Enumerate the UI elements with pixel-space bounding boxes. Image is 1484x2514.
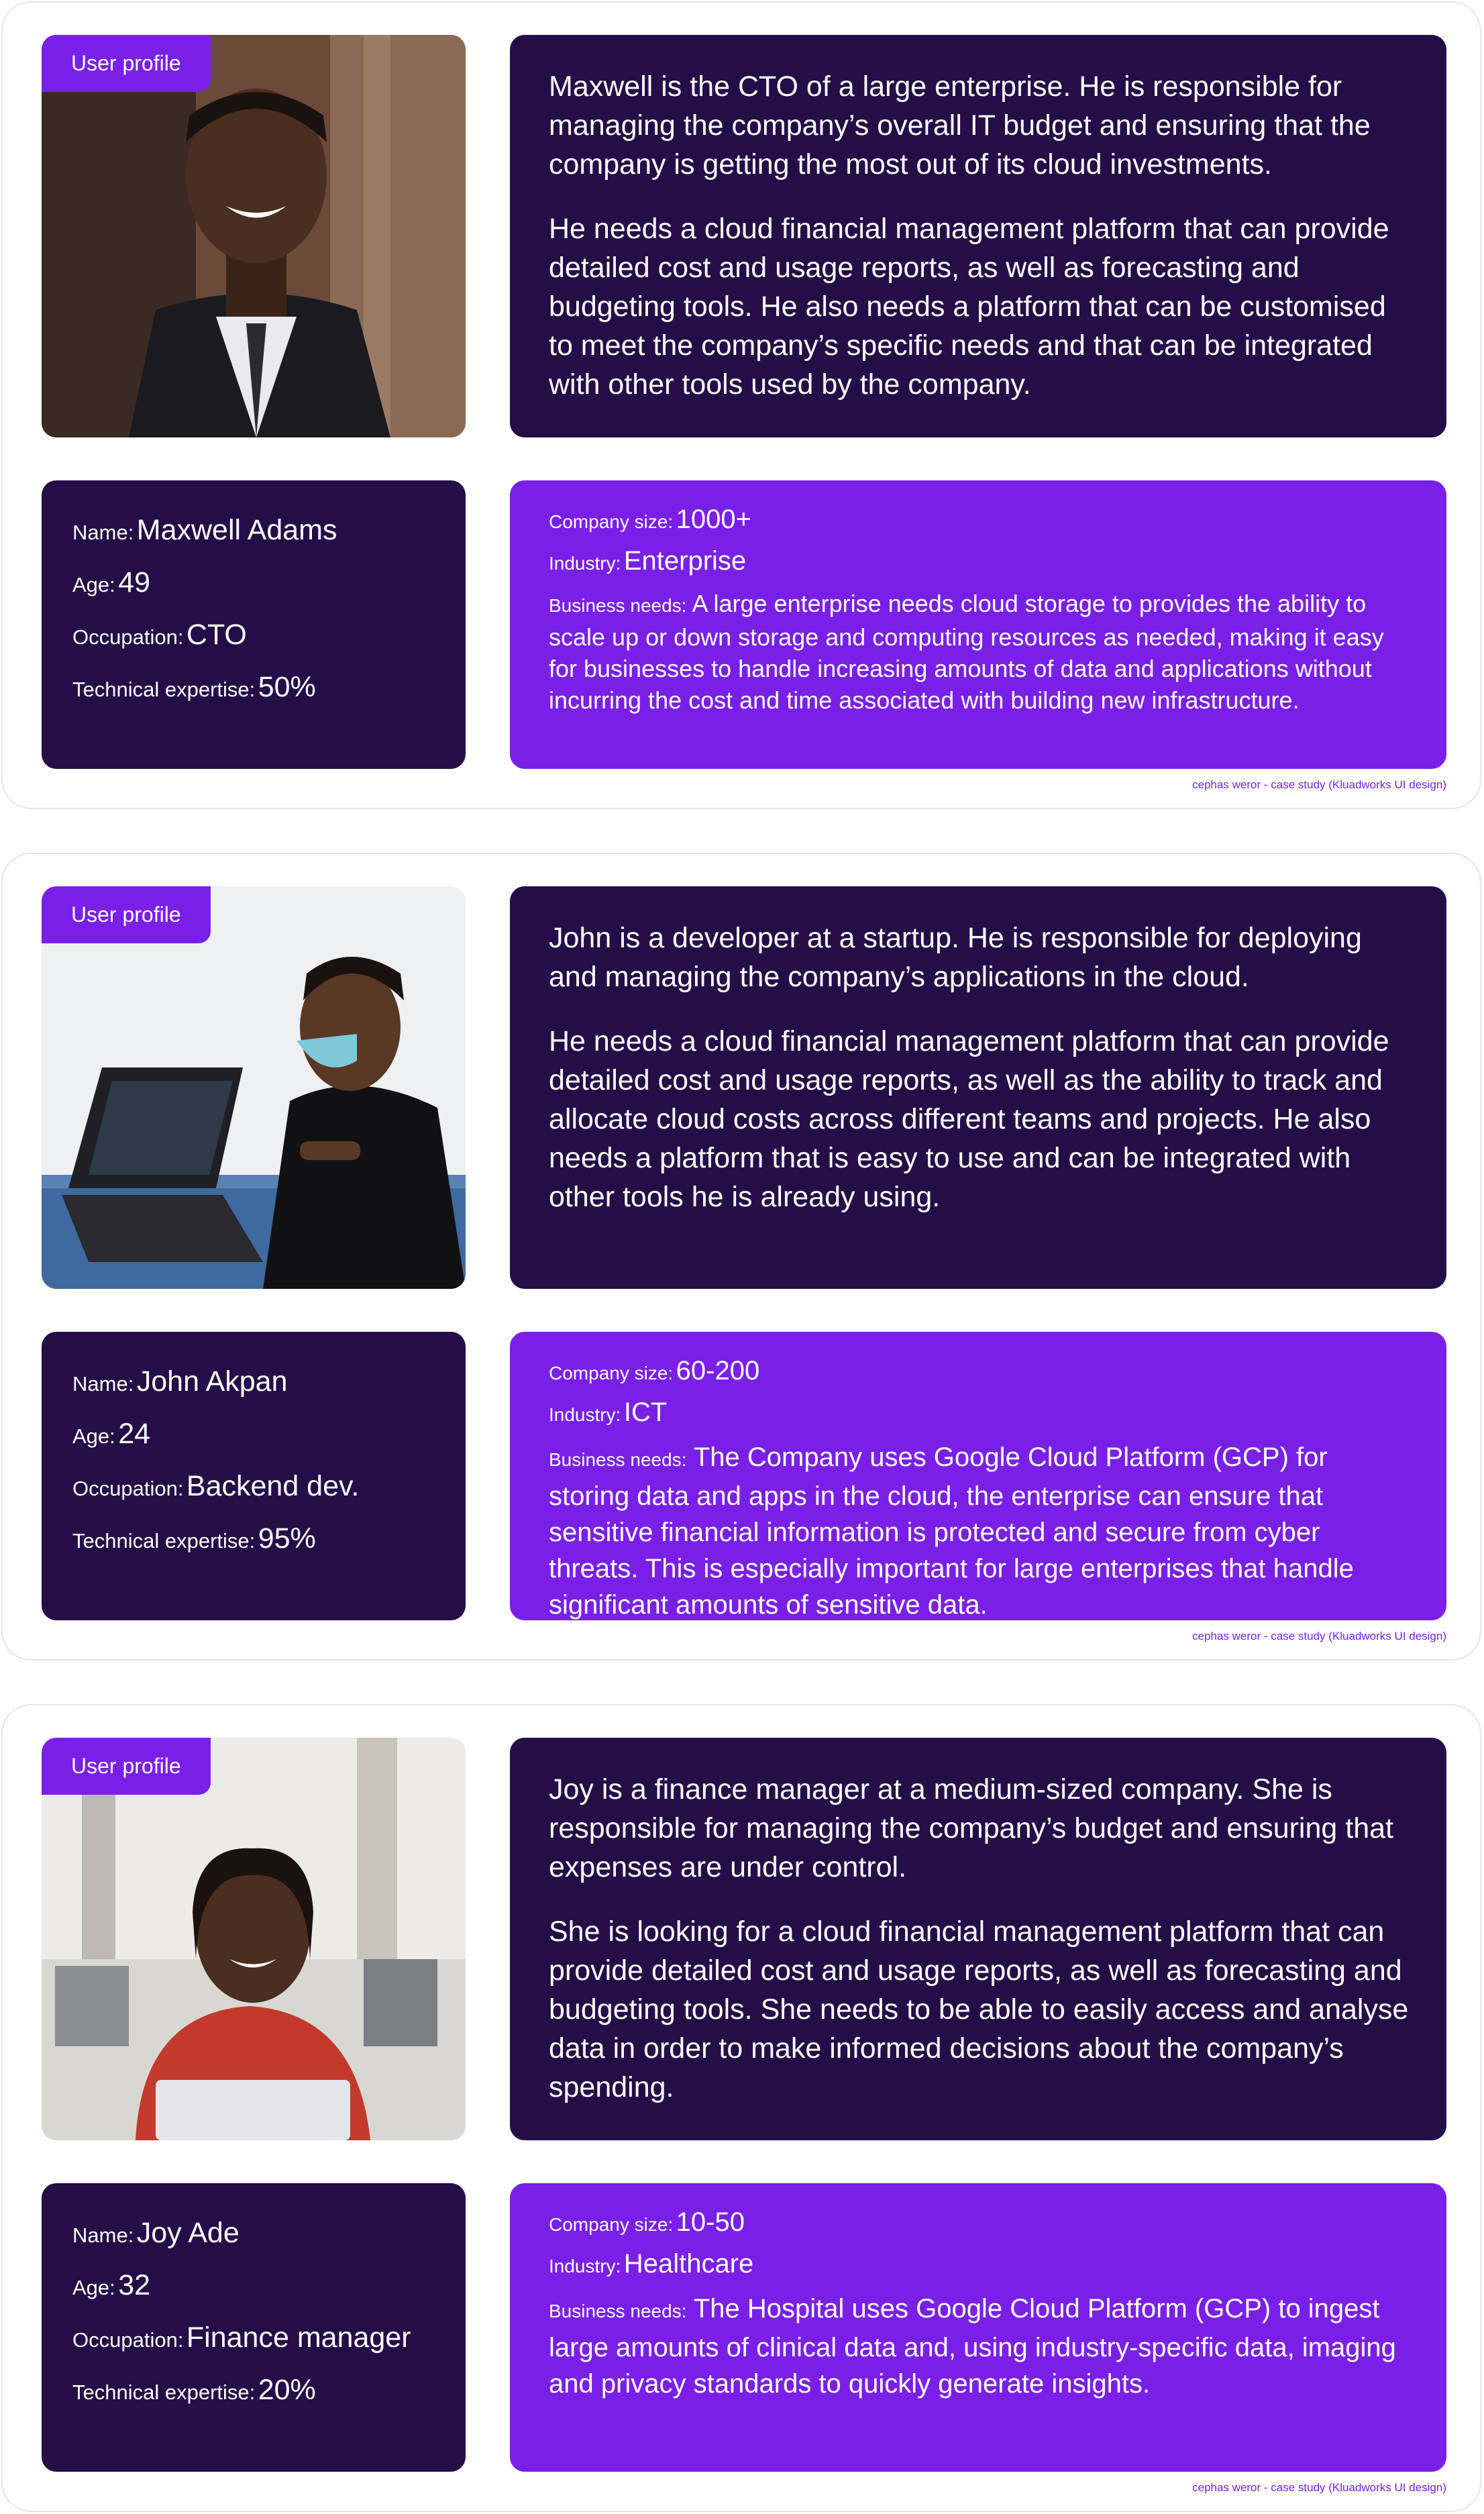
industry-value: Healthcare [623,2249,754,2279]
business-needs-value: A large enterprise needs cloud storage to provides the ability to scale up or down storage and computing resources as needed, making it easy for businesses to handle increasing amounts of data and applications without incurring the cost and time associated with building new infrastructure. [549,590,1384,714]
age-row [72,566,466,619]
profile-photo [42,886,466,1289]
occupation-value: CTO [186,619,247,651]
name-label: Name: [72,2223,134,2247]
expertise-label: Technical expertise: [72,1529,256,1553]
expertise-value: 50% [258,671,316,703]
credit-text: cephas weror - case study (Kluadworks UI design) [1192,1630,1446,1642]
industry-value: Enterprise [623,546,747,576]
company-size-value: 60-200 [676,1356,760,1385]
company-size-label: Company size: [549,2214,674,2235]
user-profile-badge: User profile [42,886,211,943]
persona-card-john [1,853,1481,1661]
business-details [510,480,1446,769]
name-label: Name: [72,521,134,544]
company-size-label: Company size: [549,511,674,532]
age-row [72,2269,466,2321]
age-label: Age: [72,573,115,596]
occupation-row [72,2321,466,2374]
persona-details [42,2183,466,2472]
company-size-row [549,1356,1413,1398]
company-size-value: 10-50 [676,2207,745,2237]
persona-description [510,35,1446,437]
persona-card-maxwell [1,1,1481,809]
expertise-label: Technical expertise: [72,678,256,701]
description-paragraph: He needs a cloud financial management platform that can provide detailed cost and usage reports, as well as the ability to track and allocate cloud costs across different teams and projects. He also needs a platform that is easy to use and can be integrated with other tools he is already using. [549,1025,1389,1213]
company-size-row [549,505,1413,546]
name-row [72,514,466,566]
profile-photo-image [42,35,466,437]
name-row [72,1365,466,1418]
expertise-row [72,2374,466,2426]
user-profile-badge: User profile [42,35,211,92]
age-label: Age: [72,2276,115,2299]
business-details [510,1332,1446,1620]
credit-text: cephas weror - case study (Kluadworks UI design) [1192,778,1446,791]
profile-photo [42,35,466,437]
profile-photo-image [42,1738,466,2140]
name-value: Joy Ade [136,2217,240,2249]
persona-details [42,480,466,769]
business-needs-value: The Hospital uses Google Cloud Platform (GCP) to ingest large amounts of clinical data and, using industry-specific data, imaging and privacy standards to quickly generate insights. [549,2294,1396,2399]
persona-details [42,1332,466,1620]
name-label: Name: [72,1372,134,1396]
occupation-value: Finance manager [186,2321,411,2354]
industry-label: Industry: [549,2256,621,2276]
business-details [510,2183,1446,2472]
occupation-label: Occupation: [72,2328,184,2352]
industry-row [549,546,1413,588]
business-needs [549,2291,1413,2402]
occupation-row [72,1470,466,1522]
expertise-value: 95% [258,1522,316,1555]
occupation-label: Occupation: [72,625,184,649]
description-paragraph: Maxwell is the CTO of a large enterprise. He is responsible for managing the company’s overall IT budget and ensuring that the company is getting the most out of its cloud investments. [549,70,1371,180]
industry-row [549,1398,1413,1439]
industry-label: Industry: [549,1404,621,1425]
business-needs [549,588,1413,716]
description-paragraph: He needs a cloud financial management platform that can provide detailed cost and usage reports, as well as forecasting and budgeting tools. He also needs a platform that can be customised to meet the company’s specific needs and that can be integrated with other tools used by the company. [549,213,1389,401]
profile-photo-image [42,886,466,1289]
business-needs-value: The Company uses Google Cloud Platform (GCP) for storing data and apps in the cloud, the enterprise can ensure that sensitive financial information is protected and secure from cyber threats. This is especially important for large enterprises that handle significant amounts of sensitive data. [549,1443,1354,1620]
name-row [72,2217,466,2269]
occupation-value: Backend dev. [186,1470,360,1502]
industry-value: ICT [623,1398,668,1427]
company-size-value: 1000+ [676,505,751,534]
company-size-label: Company size: [549,1363,674,1383]
description-paragraph: She is looking for a cloud financial management platform that can provide detailed cost and usage reports, as well as forecasting and budgeting tools. She needs to be able to easily access and analyse data in order to make informed decisions about the company’s spending. [549,1916,1409,2103]
persona-description [510,886,1446,1289]
persona-card-joy [1,1704,1481,2512]
industry-row [549,2249,1413,2291]
business-needs [549,1439,1413,1623]
age-value: 49 [118,566,151,598]
name-value: Maxwell Adams [136,514,337,546]
occupation-label: Occupation: [72,1477,184,1500]
persona-description [510,1738,1446,2140]
credit-text: cephas weror - case study (Kluadworks UI design) [1192,2481,1446,2494]
expertise-row [72,1522,466,1575]
age-row [72,1418,466,1470]
company-size-row [549,2207,1413,2249]
expertise-row [72,671,466,723]
expertise-value: 20% [258,2374,316,2406]
age-value: 24 [118,1418,151,1450]
occupation-row [72,619,466,671]
business-needs-label: Business needs: [549,1449,687,1470]
description-paragraph: Joy is a finance manager at a medium-sized company. She is responsible for managing the company’s budget and ensuring that expenses are under control. [549,1773,1393,1883]
user-profile-badge: User profile [42,1738,211,1795]
age-value: 32 [118,2269,151,2301]
name-value: John Akpan [136,1365,288,1398]
age-label: Age: [72,1424,115,1448]
profile-photo [42,1738,466,2140]
expertise-label: Technical expertise: [72,2380,256,2404]
business-needs-label: Business needs: [549,595,687,616]
description-paragraph: John is a developer at a startup. He is responsible for deploying and managing the company’s applications in the cloud. [549,922,1362,993]
business-needs-label: Business needs: [549,2301,687,2321]
industry-label: Industry: [549,553,621,574]
